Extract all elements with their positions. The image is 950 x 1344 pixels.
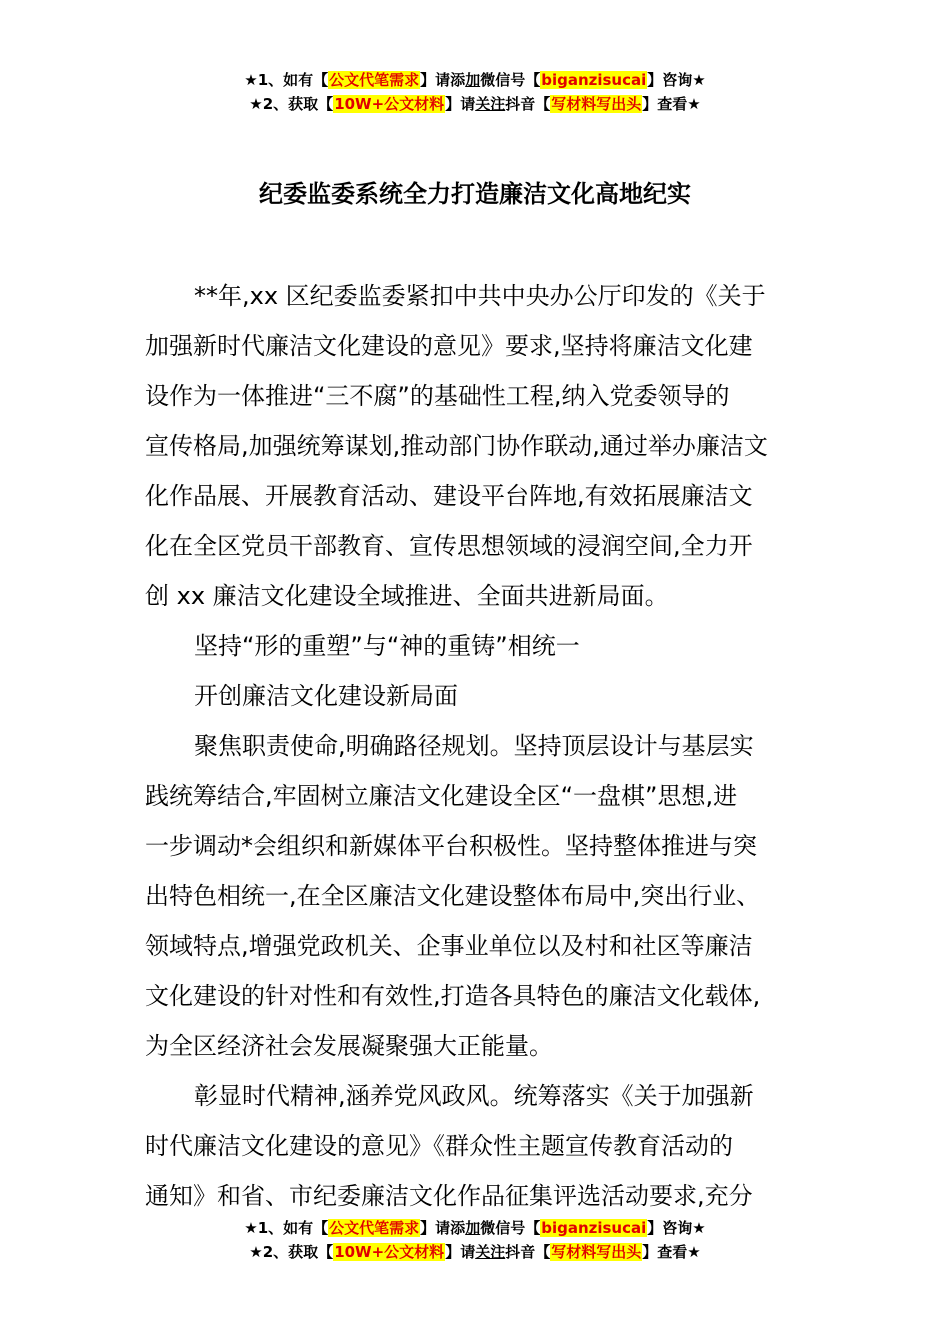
body-line: 通知》和省、市纪委廉洁文化作品征集评选活动要求,充分 (145, 1182, 753, 1210)
body-line: 领域特点,增强党政机关、企事业单位以及村和社区等廉洁 (145, 932, 753, 960)
promo-line-1: ★1、如有【公文代笔需求】请添加微信号【biganzisucai】咨询★ (244, 1219, 706, 1237)
body-line: 为全区经济社会发展凝聚强大正能量。 (145, 1032, 553, 1060)
highlight-douyin-account: 写材料写出头 (551, 1243, 642, 1261)
highlight-wechat-id: biganzisucai (541, 1219, 647, 1237)
body-line: 设作为一体推进“三不腐”的基础性工程,纳入党委领导的 (145, 382, 730, 410)
highlight-materials: 10W+公文材料 (334, 95, 445, 113)
body-line: 一步调动*会组织和新媒体平台积极性。坚持整体推进与突 (145, 832, 757, 860)
promo-line-2: ★2、获取【10W+公文材料】请关注抖音【写材料写出头】查看★ (249, 1243, 701, 1261)
body-line: 时代廉洁文化建设的意见》《群众性主题宣传教育活动的 (145, 1132, 733, 1160)
highlight-douyin-account: 写材料写出头 (551, 95, 642, 113)
body-line: 加强新时代廉洁文化建设的意见》要求,坚持将廉洁文化建 (145, 332, 753, 360)
highlight-service: 公文代笔需求 (329, 71, 420, 89)
body-line: 践统筹结合,牢固树立廉洁文化建设全区“一盘棋”思想,进 (145, 782, 738, 810)
highlight-service: 公文代笔需求 (329, 1219, 420, 1237)
highlight-materials: 10W+公文材料 (334, 1243, 445, 1261)
promo-line-2: ★2、获取【10W+公文材料】请关注抖音【写材料写出头】查看★ (249, 95, 701, 113)
body-line: 化在全区党员干部教育、宣传思想领域的浸润空间,全力开 (145, 532, 753, 560)
body-line: 彰显时代精神,涵养党风政风。统筹落实《关于加强新 (194, 1082, 754, 1110)
body-line: 文化建设的针对性和有效性,打造各具特色的廉洁文化载体, (145, 982, 761, 1010)
promo-line-1: ★1、如有【公文代笔需求】请添加微信号【biganzisucai】咨询★ (244, 71, 706, 89)
promo-header (0, 68, 950, 116)
body-line: 创 xx 廉洁文化建设全域推进、全面共进新局面。 (145, 582, 669, 610)
highlight-wechat-id: biganzisucai (541, 71, 647, 89)
section-heading: 坚持“形的重塑”与“神的重铸”相统一 (194, 632, 580, 660)
body-line: 出特色相统一,在全区廉洁文化建设整体布局中,突出行业、 (145, 882, 761, 910)
body-line: **年,xx 区纪委监委紧扣中共中央办公厅印发的《关于 (194, 282, 766, 310)
promo-footer (0, 1216, 950, 1264)
section-heading: 开创廉洁文化建设新局面 (194, 682, 458, 710)
body-line: 化作品展、开展教育活动、建设平台阵地,有效拓展廉洁文 (145, 482, 753, 510)
document-title: 纪委监委系统全力打造廉洁文化高地纪实 (259, 180, 691, 208)
body-line: 聚焦职责使命,明确路径规划。坚持顶层设计与基层实 (194, 732, 754, 760)
body-line: 宣传格局,加强统筹谋划,推动部门协作联动,通过举办廉洁文 (145, 432, 768, 460)
